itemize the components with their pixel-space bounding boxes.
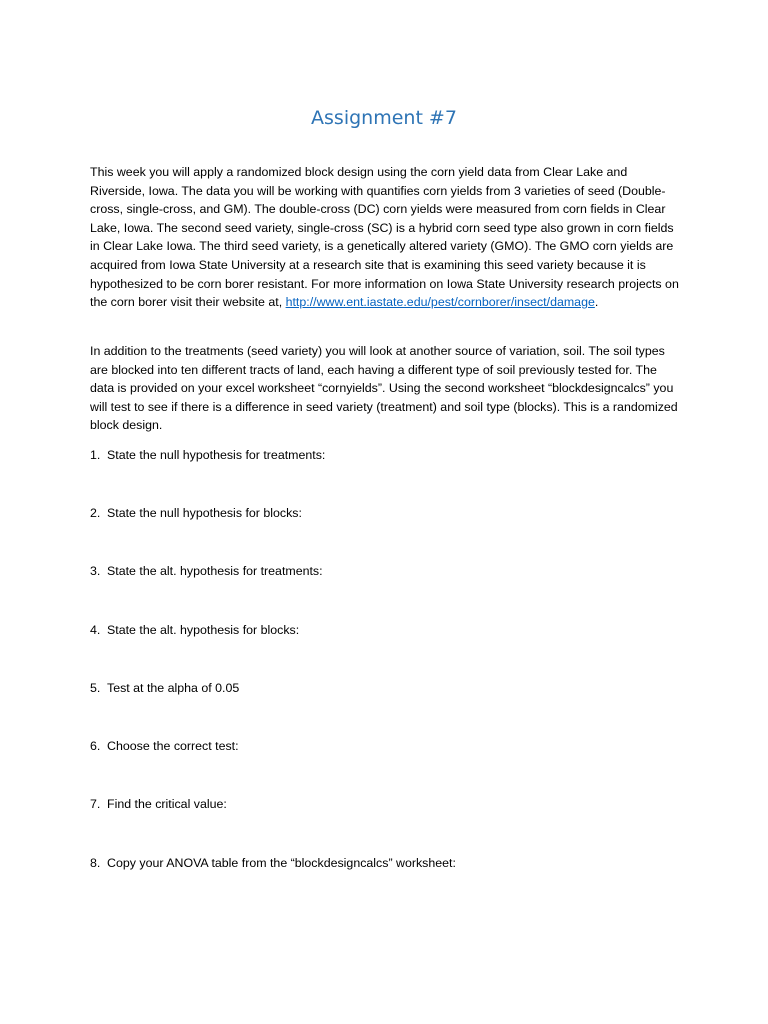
document-title: Assignment #7 bbox=[311, 107, 457, 129]
question-number: 7. bbox=[90, 797, 101, 811]
question-text: State the null hypothesis for blocks: bbox=[107, 506, 302, 520]
question-text: Choose the correct test: bbox=[107, 739, 239, 753]
question-4 bbox=[90, 621, 299, 639]
question-number: 4. bbox=[90, 623, 101, 637]
question-3 bbox=[90, 562, 323, 580]
question-text: Test at the alpha of 0.05 bbox=[107, 681, 240, 695]
question-text: Find the critical value: bbox=[107, 797, 227, 811]
question-number: 3. bbox=[90, 564, 101, 578]
question-number: 1. bbox=[90, 448, 101, 462]
question-7 bbox=[90, 795, 227, 813]
question-text: State the null hypothesis for treatments: bbox=[107, 448, 326, 462]
iastate-link[interactable]: http://www.ent.iastate.edu/pest/cornborer/insect/damage bbox=[285, 295, 595, 310]
intro-paragraph bbox=[90, 163, 680, 312]
question-2 bbox=[90, 504, 302, 522]
question-number: 6. bbox=[90, 739, 101, 753]
question-6 bbox=[90, 737, 239, 755]
question-number: 5. bbox=[90, 681, 101, 695]
question-text: State the alt. hypothesis for treatments: bbox=[107, 564, 323, 578]
question-5 bbox=[90, 679, 239, 697]
question-number: 2. bbox=[90, 506, 101, 520]
question-8 bbox=[90, 854, 456, 872]
question-1 bbox=[90, 446, 325, 464]
intro-paragraph-period: . bbox=[594, 295, 599, 310]
question-number: 8. bbox=[90, 856, 101, 870]
question-text: Copy your ANOVA table from the “blockdesigncalcs” worksheet: bbox=[107, 856, 456, 870]
question-text: State the alt. hypothesis for blocks: bbox=[107, 623, 300, 637]
soil-paragraph: In addition to the treatments (seed variety) you will look at another source of variation, soil. The soil types are blocked into ten different tracts of land, each having a different type of soil previously tested for. The data is provided on your excel worksheet “cornyields”. Using the second worksheet “blockdesigncalcs” you will test to see if there is a difference in seed variety (treatment) and soil type (blocks). This is a randomized block design. bbox=[90, 344, 678, 433]
intro-paragraph-text: This week you will apply a randomized block design using the corn yield data from Clear Lake and Riverside, Iowa. The data you will be working with quantifies corn yields from 3 varieties of seed (Double-cross, single-cross, and GM). The double-cross (DC) corn yields were measured from corn fields in Clear Lake, Iowa. The second seed variety, single-cross (SC) is a hybrid corn seed type also grown in corn fields in Clear Lake Iowa. The third seed variety, is a genetically altered variety (GMO). The GMO corn yields are acquired from Iowa State University at a research site that is examining this seed variety because it is hypothesized to be corn borer resistant. For more information on Iowa State University research projects on the corn borer visit their website at, bbox=[90, 165, 679, 310]
